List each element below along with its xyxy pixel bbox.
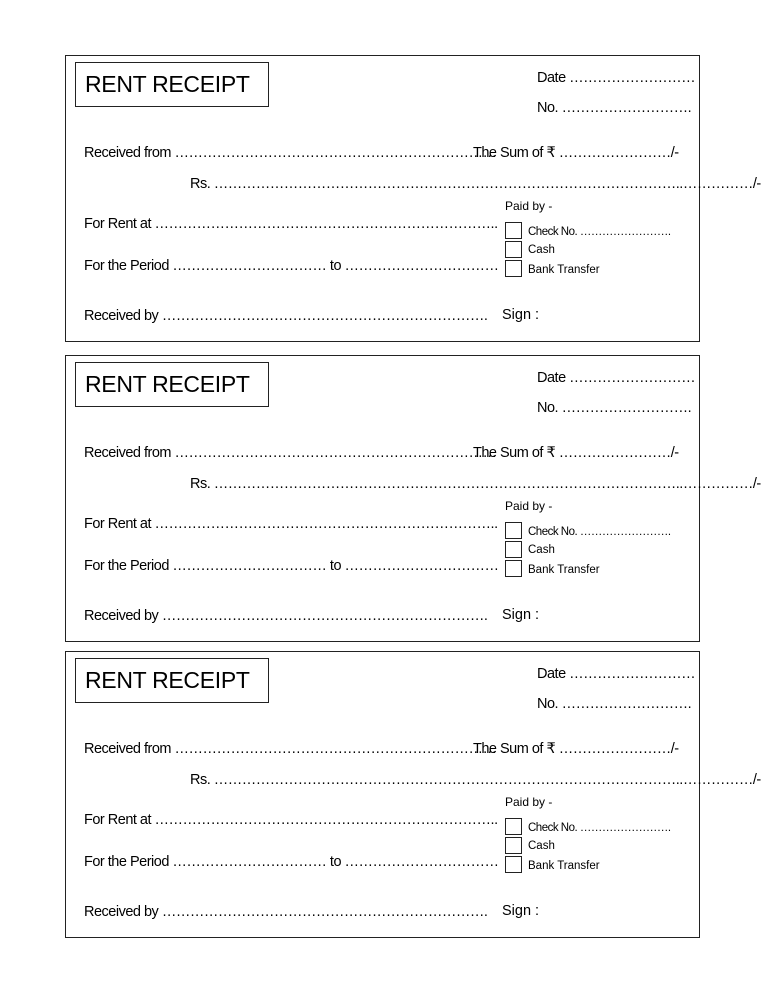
paid-by-label: Paid by - xyxy=(505,499,553,513)
sign-label: Sign : xyxy=(502,607,540,623)
bank-transfer-checkbox[interactable] xyxy=(505,260,522,277)
check-checkbox[interactable] xyxy=(505,522,522,539)
rent-receipt-2 xyxy=(65,355,761,642)
receipt-title: RENT RECEIPT xyxy=(75,362,269,407)
cash-checkbox[interactable] xyxy=(505,541,522,558)
receipt-title: RENT RECEIPT xyxy=(75,658,269,703)
date-field: Date ……………………… xyxy=(537,666,696,682)
received-from-field: Received from …………………………………………………………… xyxy=(84,741,497,757)
received-by-field: Received by ……………………………………………………………. xyxy=(84,308,488,324)
period-field: For the Period …………………………… to …………………………… xyxy=(84,258,499,274)
number-field: No. ………………………. xyxy=(537,696,692,712)
rupees-in-words-field: Rs. ………………………………………………………………………………………..……………/- xyxy=(190,476,761,492)
check-no-label: Check No. ……………………. xyxy=(528,226,671,238)
cash-label: Cash xyxy=(528,840,555,852)
date-field: Date ……………………… xyxy=(537,370,696,386)
rent-receipt-1 xyxy=(65,55,761,342)
bank-transfer-label: Bank Transfer xyxy=(528,264,600,276)
received-by-field: Received by ……………………………………………………………. xyxy=(84,608,488,624)
period-field: For the Period …………………………… to …………………………… xyxy=(84,558,499,574)
rent-address-field: For Rent at ……………………………………………………………….. xyxy=(84,516,498,532)
rupees-in-words-field: Rs. ………………………………………………………………………………………..……………/- xyxy=(190,772,761,788)
cash-checkbox[interactable] xyxy=(505,837,522,854)
bank-transfer-label: Bank Transfer xyxy=(528,564,600,576)
cash-label: Cash xyxy=(528,244,555,256)
number-field: No. ………………………. xyxy=(537,400,692,416)
rent-address-field: For Rent at ……………………………………………………………….. xyxy=(84,216,498,232)
check-no-label: Check No. ……………………. xyxy=(528,822,671,834)
sum-field: The Sum of ₹ ……………………/- xyxy=(473,445,679,461)
cash-checkbox[interactable] xyxy=(505,241,522,258)
bank-transfer-checkbox[interactable] xyxy=(505,856,522,873)
check-no-label: Check No. ……………………. xyxy=(528,526,671,538)
rupees-in-words-field: Rs. ………………………………………………………………………………………..……………/- xyxy=(190,176,761,192)
sum-field: The Sum of ₹ ……………………/- xyxy=(473,145,679,161)
cash-label: Cash xyxy=(528,544,555,556)
receipt-title: RENT RECEIPT xyxy=(75,62,269,107)
bank-transfer-checkbox[interactable] xyxy=(505,560,522,577)
date-field: Date ……………………… xyxy=(537,70,696,86)
received-from-field: Received from …………………………………………………………… xyxy=(84,145,497,161)
check-checkbox[interactable] xyxy=(505,222,522,239)
received-by-field: Received by ……………………………………………………………. xyxy=(84,904,488,920)
period-field: For the Period …………………………… to …………………………… xyxy=(84,854,499,870)
paid-by-label: Paid by - xyxy=(505,199,553,213)
bank-transfer-label: Bank Transfer xyxy=(528,860,600,872)
sign-label: Sign : xyxy=(502,903,540,919)
received-from-field: Received from …………………………………………………………… xyxy=(84,445,497,461)
sum-field: The Sum of ₹ ……………………/- xyxy=(473,741,679,757)
rent-address-field: For Rent at ……………………………………………………………….. xyxy=(84,812,498,828)
rent-receipt-3 xyxy=(65,651,761,938)
check-checkbox[interactable] xyxy=(505,818,522,835)
sign-label: Sign : xyxy=(502,307,540,323)
paid-by-label: Paid by - xyxy=(505,795,553,809)
number-field: No. ………………………. xyxy=(537,100,692,116)
